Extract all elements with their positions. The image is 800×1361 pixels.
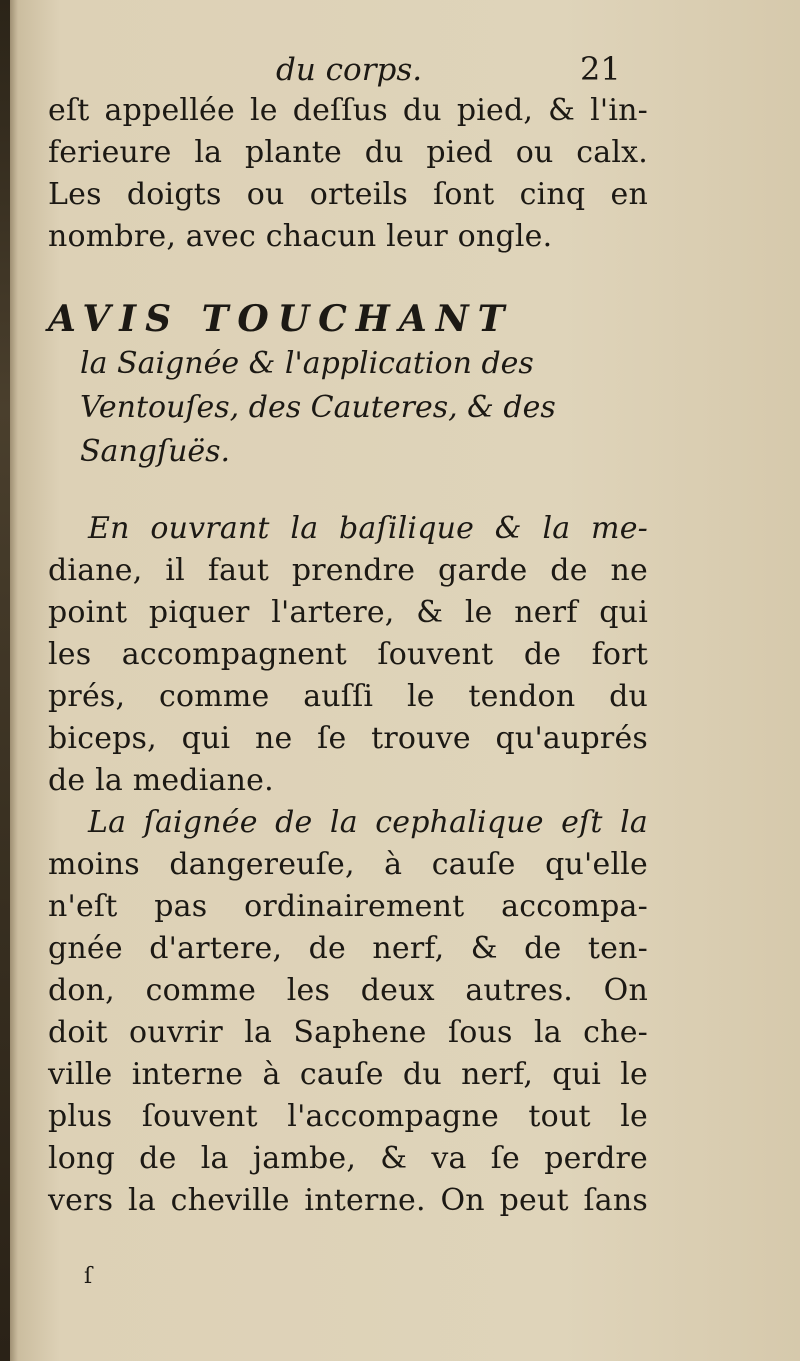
text-line: don, comme les deux autres. On (48, 973, 648, 1008)
section-heading: AVIS TOUCHANT (48, 298, 514, 340)
section-subheading: Ventouſes, des Cauteres, & des (80, 390, 556, 425)
text-line: Les doigts ou orteils ſont cinq en (48, 177, 648, 212)
text-line: ferieure la plante du pied ou calx. (48, 135, 648, 170)
page-text (48, 48, 648, 1222)
paragraph (48, 508, 648, 802)
text-line: long de la jambe, & va ſe perdre (48, 1141, 648, 1176)
text-line: n'eſt pas ordinairement accompa- (48, 889, 648, 924)
text-line: gnée d'artere, de nerf, & de ten- (48, 931, 648, 966)
text-line: point piquer l'artere, & le nerf qui (48, 595, 648, 630)
text-line: ville interne à cauſe du nerf, qui le (48, 1057, 648, 1092)
page-header (48, 48, 648, 90)
text-line: biceps, qui ne ſe trouve qu'auprés (48, 721, 648, 756)
page-number: 21 (580, 50, 621, 88)
text-line: eſt appellée le deſſus du pied, & l'in- (48, 93, 648, 128)
section-subheading: Sangſuës. (80, 434, 231, 469)
text-line: de la mediane. (48, 763, 274, 798)
signature-mark: ſ (84, 1264, 93, 1289)
text-line: La ſaignée de la cephalique eſt la (88, 805, 648, 840)
running-head: du corps. (276, 52, 423, 88)
text-line: diane, il faut prendre garde de ne (48, 553, 648, 588)
text-line: plus ſouvent l'accompagne tout le (48, 1099, 648, 1134)
text-line: doit ouvrir la Saphene ſous la che- (48, 1015, 648, 1050)
paragraph (48, 802, 648, 1222)
text-line: En ouvrant la baſilique & la me- (88, 511, 648, 546)
text-line: prés, comme auſſi le tendon du (48, 679, 648, 714)
text-line: les accompagnent ſouvent de fort (48, 637, 648, 672)
text-line: moins dangereuſe, à cauſe qu'elle (48, 847, 648, 882)
text-line: vers la cheville interne. On peut ſans (48, 1183, 648, 1218)
book-spine (0, 0, 10, 1361)
text-line: nombre, avec chacun leur ongle. (48, 219, 553, 254)
section-subheading: la Saignée & l'application des (80, 346, 534, 381)
